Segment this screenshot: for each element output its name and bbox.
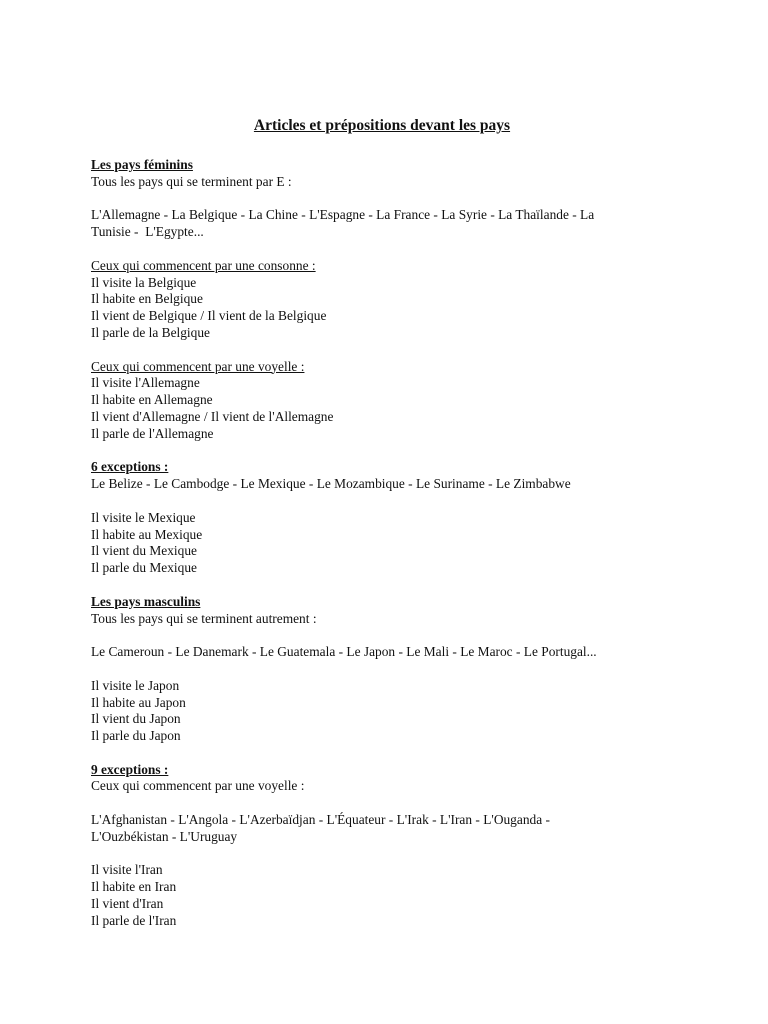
example-line: Il visite l'Iran — [91, 862, 163, 878]
section-heading-exceptions: 6 exceptions : — [91, 459, 169, 475]
spacer — [91, 627, 691, 644]
example-line: Il parle du Japon — [91, 728, 181, 744]
subsection-heading-consonant: Ceux qui commencent par une consonne : — [91, 257, 316, 273]
example-line: Il vient d'Allemagne / Il vient de l'Allemagne — [91, 408, 334, 424]
example-line: Il visite le Mexique — [91, 509, 196, 525]
example-line: Il vient de Belgique / Il vient de la Belgique — [91, 308, 327, 324]
example-line: Il parle du Mexique — [91, 560, 197, 576]
country-list-line: L'Afghanistan - L'Angola - L'Azerbaïdjan - L'Équateur - L'Irak - L'Iran - L'Ouganda - — [91, 812, 550, 828]
section-intro: Ceux qui commencent par une voyelle : — [91, 778, 305, 794]
country-list-line: Le Cameroun - Le Danemark - Le Guatemala - Le Japon - Le Mali - Le Maroc - Le Portugal... — [91, 644, 597, 660]
document-body — [91, 116, 691, 930]
country-list-line: L'Allemagne - La Belgique - La Chine - L'Espagne - La France - La Syrie - La Thaïlande - La — [91, 207, 595, 223]
spacer — [91, 443, 691, 460]
spacer — [91, 795, 691, 812]
example-line: Il parle de l'Iran — [91, 912, 177, 928]
section-intro: Tous les pays qui se terminent par E : — [91, 173, 292, 189]
subsection-heading-vowel: Ceux qui commencent par une voyelle : — [91, 358, 305, 374]
spacer — [91, 241, 691, 258]
example-line: Il visite la Belgique — [91, 274, 197, 290]
country-list-line: Tunisie - L'Egypte... — [91, 224, 204, 240]
section-intro: Tous les pays qui se terminent autrement : — [91, 610, 317, 626]
spacer — [91, 661, 691, 678]
example-line: Il habite en Allemagne — [91, 392, 213, 408]
section-heading-exceptions: 9 exceptions : — [91, 761, 169, 777]
country-list-line: L'Ouzbékistan - L'Uruguay — [91, 828, 238, 844]
spacer — [91, 493, 691, 510]
spacer — [91, 342, 691, 359]
page-title: Articles et prépositions devant les pays — [253, 117, 511, 134]
country-list-line: Le Belize - Le Cambodge - Le Mexique - Le Mozambique - Le Suriname - Le Zimbabwe — [91, 476, 571, 492]
spacer — [91, 745, 691, 762]
example-line: Il vient d'Iran — [91, 896, 164, 912]
example-line: Il visite le Japon — [91, 677, 180, 693]
example-line: Il habite en Belgique — [91, 291, 203, 307]
example-line: Il visite l'Allemagne — [91, 375, 200, 391]
example-line: Il vient du Japon — [91, 711, 181, 727]
example-line: Il habite au Mexique — [91, 526, 203, 542]
spacer — [91, 577, 691, 594]
example-line: Il parle de la Belgique — [91, 324, 210, 340]
example-line: Il parle de l'Allemagne — [91, 425, 214, 441]
spacer — [91, 846, 691, 863]
example-line: Il habite au Japon — [91, 694, 186, 710]
section-heading-masculine: Les pays masculins — [91, 593, 201, 609]
section-heading-feminine: Les pays féminins — [91, 157, 193, 172]
example-line: Il vient du Mexique — [91, 543, 197, 559]
spacer — [91, 191, 691, 208]
example-line: Il habite en Iran — [91, 879, 177, 895]
